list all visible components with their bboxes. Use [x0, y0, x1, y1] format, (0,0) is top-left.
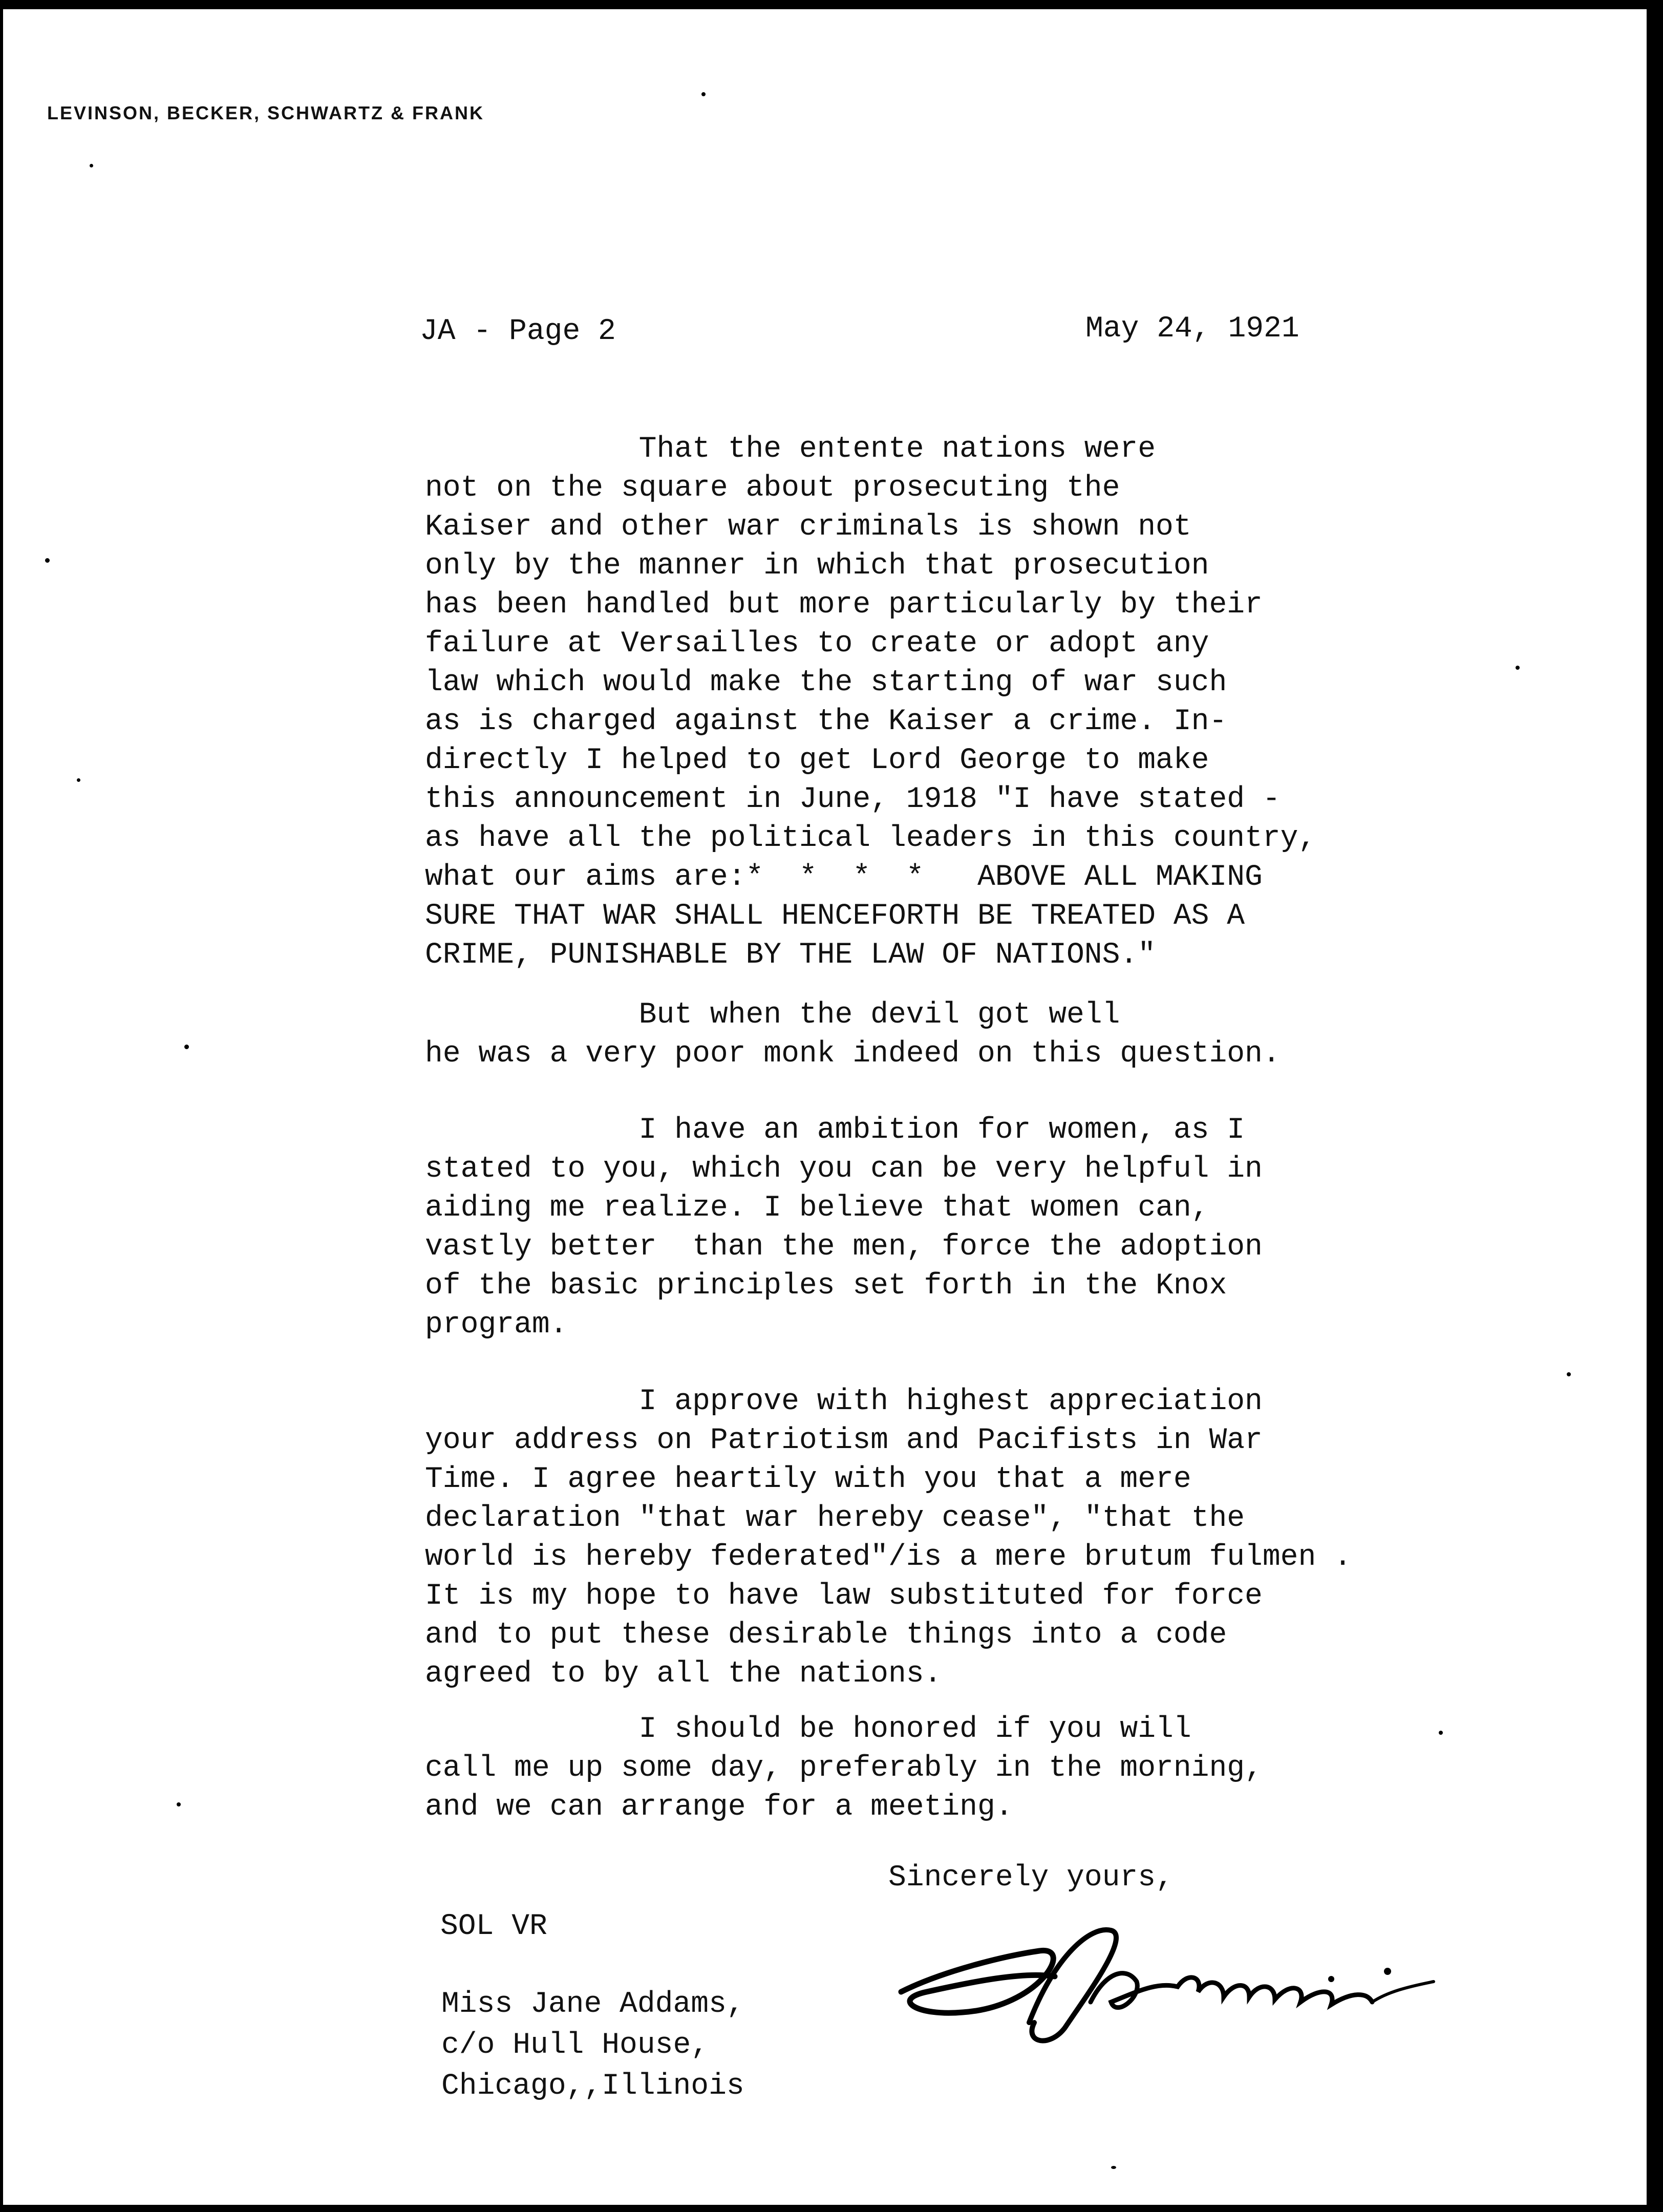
scan-border-left — [0, 0, 3, 2212]
scan-speck — [184, 1045, 189, 1049]
text-line: not on the square about prosecuting the — [425, 472, 1120, 505]
scan-speck — [177, 1802, 181, 1806]
recipient-address — [441, 1984, 744, 2107]
letterhead: LEVINSON, BECKER, SCHWARTZ & FRANK — [47, 102, 485, 123]
text-line: only by the manner in which that prosecution — [425, 549, 1209, 583]
scan-border-right — [1647, 0, 1663, 2212]
text-line: vastly better than the men, force the adoption — [425, 1230, 1263, 1264]
text-line: failure at Versailles to create or adopt any — [425, 627, 1209, 661]
text-line: your address on Patriotism and Pacifists in War — [425, 1424, 1263, 1457]
scan-speck — [1516, 666, 1520, 670]
recipient-line: c/o Hull House, — [441, 2029, 709, 2062]
paragraph-entente-nations — [425, 430, 1449, 975]
text-line: call me up some day, preferably in the morning, — [425, 1752, 1263, 1785]
scan-border-bottom — [0, 2205, 1663, 2212]
handwritten-signature — [870, 1895, 1459, 2058]
text-line: It is my hope to have law substituted for force — [425, 1580, 1263, 1613]
scan-speck — [77, 778, 80, 782]
scan-speck — [701, 92, 706, 96]
paragraph-devil-got-well — [425, 996, 1449, 1074]
closing: Sincerely yours, — [888, 1861, 1174, 1895]
scan-speck — [1111, 2166, 1116, 2169]
text-line: I have an ambition for women, as I — [425, 1114, 1245, 1147]
text-line: stated to you, which you can be very helpful in — [425, 1153, 1263, 1186]
text-line: law which would make the starting of war such — [425, 666, 1227, 699]
text-line: directly I helped to get Lord George to make — [425, 744, 1209, 777]
recipient-line: Miss Jane Addams, — [441, 1988, 744, 2021]
text-line: declaration "that war hereby cease", "that the — [425, 1502, 1245, 1535]
text-line: SURE THAT WAR SHALL HENCEFORTH BE TREATED AS A — [425, 900, 1245, 933]
paragraph-ambition-for-women — [425, 1111, 1449, 1345]
text-line: CRIME, PUNISHABLE BY THE LAW OF NATIONS." — [425, 939, 1156, 972]
scan-speck — [1439, 1731, 1443, 1735]
text-line: and we can arrange for a meeting. — [425, 1791, 1013, 1824]
page-reference: JA - Page 2 — [420, 315, 616, 348]
text-line: agreed to by all the nations. — [425, 1657, 942, 1691]
letter-date: May 24, 1921 — [1085, 312, 1299, 346]
text-line: I should be honored if you will — [425, 1713, 1191, 1746]
recipient-line: Chicago,,Illinois — [441, 2070, 744, 2103]
text-line: this announcement in June, 1918 "I have stated - — [425, 783, 1281, 816]
text-line: That the entente nations were — [425, 433, 1156, 466]
text-line: and to put these desirable things into a code — [425, 1619, 1227, 1652]
scan-border-top — [0, 0, 1663, 9]
text-line: Time. I agree heartily with you that a mere — [425, 1463, 1191, 1496]
paragraph-meeting-request — [425, 1710, 1449, 1827]
typist-initials: SOL VR — [440, 1910, 547, 1943]
paragraph-patriotism-address — [425, 1382, 1449, 1694]
text-line: world is hereby federated"/is a mere brutum fulmen . — [425, 1541, 1352, 1574]
text-line: But when the devil got well — [425, 998, 1120, 1032]
text-line: as have all the political leaders in this country, — [425, 822, 1316, 855]
scan-speck — [90, 164, 93, 167]
text-line: Kaiser and other war criminals is shown not — [425, 511, 1191, 544]
text-line: as is charged against the Kaiser a crime. In- — [425, 705, 1227, 738]
text-line: of the basic principles set forth in the Knox — [425, 1269, 1227, 1303]
text-line: aiding me realize. I believe that women can, — [425, 1192, 1209, 1225]
scan-speck — [45, 558, 50, 563]
scan-speck — [1567, 1372, 1571, 1376]
text-line: has been handled but more particularly by their — [425, 588, 1263, 622]
text-line: what our aims are:* * * * ABOVE ALL MAKING — [425, 861, 1263, 894]
text-line: program. — [425, 1308, 568, 1342]
text-line: he was a very poor monk indeed on this question. — [425, 1037, 1281, 1071]
text-line: I approve with highest appreciation — [425, 1385, 1263, 1418]
